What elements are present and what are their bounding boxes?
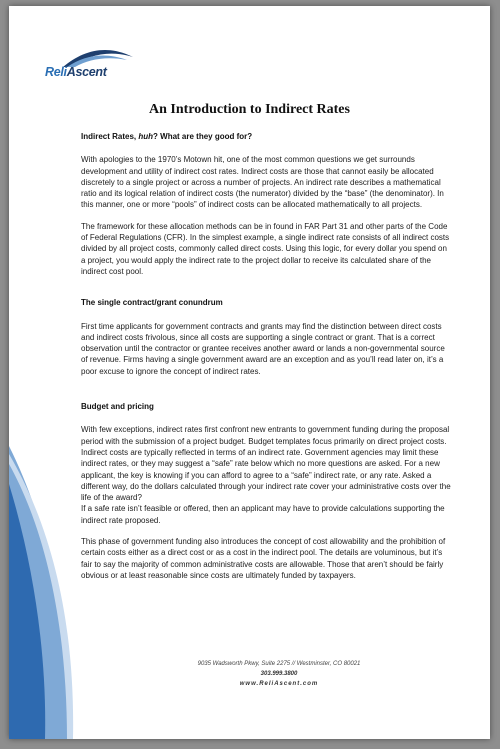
- paragraph: This phase of government funding also introduces the concept of cost allowability and the prohibition of certain costs either as a direct cost or as a cost in the indirect pool. The details are voluminous, but it’s fair to say the majority of common administrative costs are allowable. Those that aren’t should be fairly obvious or at least reasonable since costs are ultimately funded by taxpayers.: [81, 537, 446, 580]
- logo-text-reli: Reli: [45, 65, 67, 79]
- logo-wordmark: [45, 65, 107, 79]
- footer-website: www.ReliAscent.com: [239, 681, 319, 687]
- paragraph: With apologies to the 1970’s Motown hit, one of the most common questions we get surrounds development and utility of indirect cost rates. Indirect costs are those that cannot easily be allocated discretely to a single project or across a number of projects. An indirect rate describes a mathematical ratio and its logical relation of indirect costs (the numerator) divided by the “base” (the denominator). In this manner, one or more “pools” of indirect costs can be allocated mathematically to all projects.: [81, 155, 444, 210]
- reliascent-logo: [45, 46, 145, 86]
- paragraph: The framework for these allocation methods can be in found in FAR Part 31 and other parts of the Code of Federal Regulations (CFR). In the simplest example, a single indirect rate consists of all indirect costs divided by all project costs, commonly called direct costs. Using this logic, for every dollar you spend on a project, you would apply the indirect rate to the project dollar to receive its calculated share of the indirect cost pool.: [81, 221, 450, 276]
- footer-address: 9035 Wadsworth Pkwy, Suite 2275 // Westminster, CO 80021: [197, 661, 361, 667]
- document-page: [9, 6, 490, 739]
- section-heading-indirect-rates: Indirect Rates, huh? What are they good for?: [81, 132, 253, 141]
- section-heading-single-contract: The single contract/grant conundrum: [81, 298, 223, 308]
- document-title: An Introduction to Indirect Rates: [149, 102, 350, 117]
- paragraph: With few exceptions, indirect rates first confront new entrants to government funding during the proposal period with the submission of a project budget. Budget templates focus primarily on direct project costs. Indirect costs are typically reflected in terms of an indirect rate. Government agencies may limit these indirect rates, or they may suggest a “safe” rate below which no more questions are asked. For a new applicant, the key is knowing if you can afford to agree to a “safe” indirect rate, or any rate. Asked a different way, do the dollars calculated through your indirect rate cover your administrative costs over the life of the award? If a safe rate isn’t feasible or offered, then an applicant may have to provide calculations supporting the indirect rate proposed.: [81, 425, 451, 525]
- document-body: [81, 131, 453, 591]
- section-heading-budget-pricing: Budget and pricing: [81, 402, 154, 412]
- paragraph: First time applicants for government contracts and grants may find the distinction between direct costs and indirect costs frivolous, since all costs are supporting a single contract or grant. That is a correct observation until the contractor or grantee receives another award or lands a non-governmental source of revenue. Firms having a single government award are an exception and as you’ll read later on, it’s a poor excuse to ignore the concept of indirect rates.: [81, 321, 445, 376]
- logo-text-ascent: Ascent: [66, 65, 107, 79]
- document-footer: [129, 659, 429, 689]
- footer-phone: 303.999.3800: [260, 671, 298, 677]
